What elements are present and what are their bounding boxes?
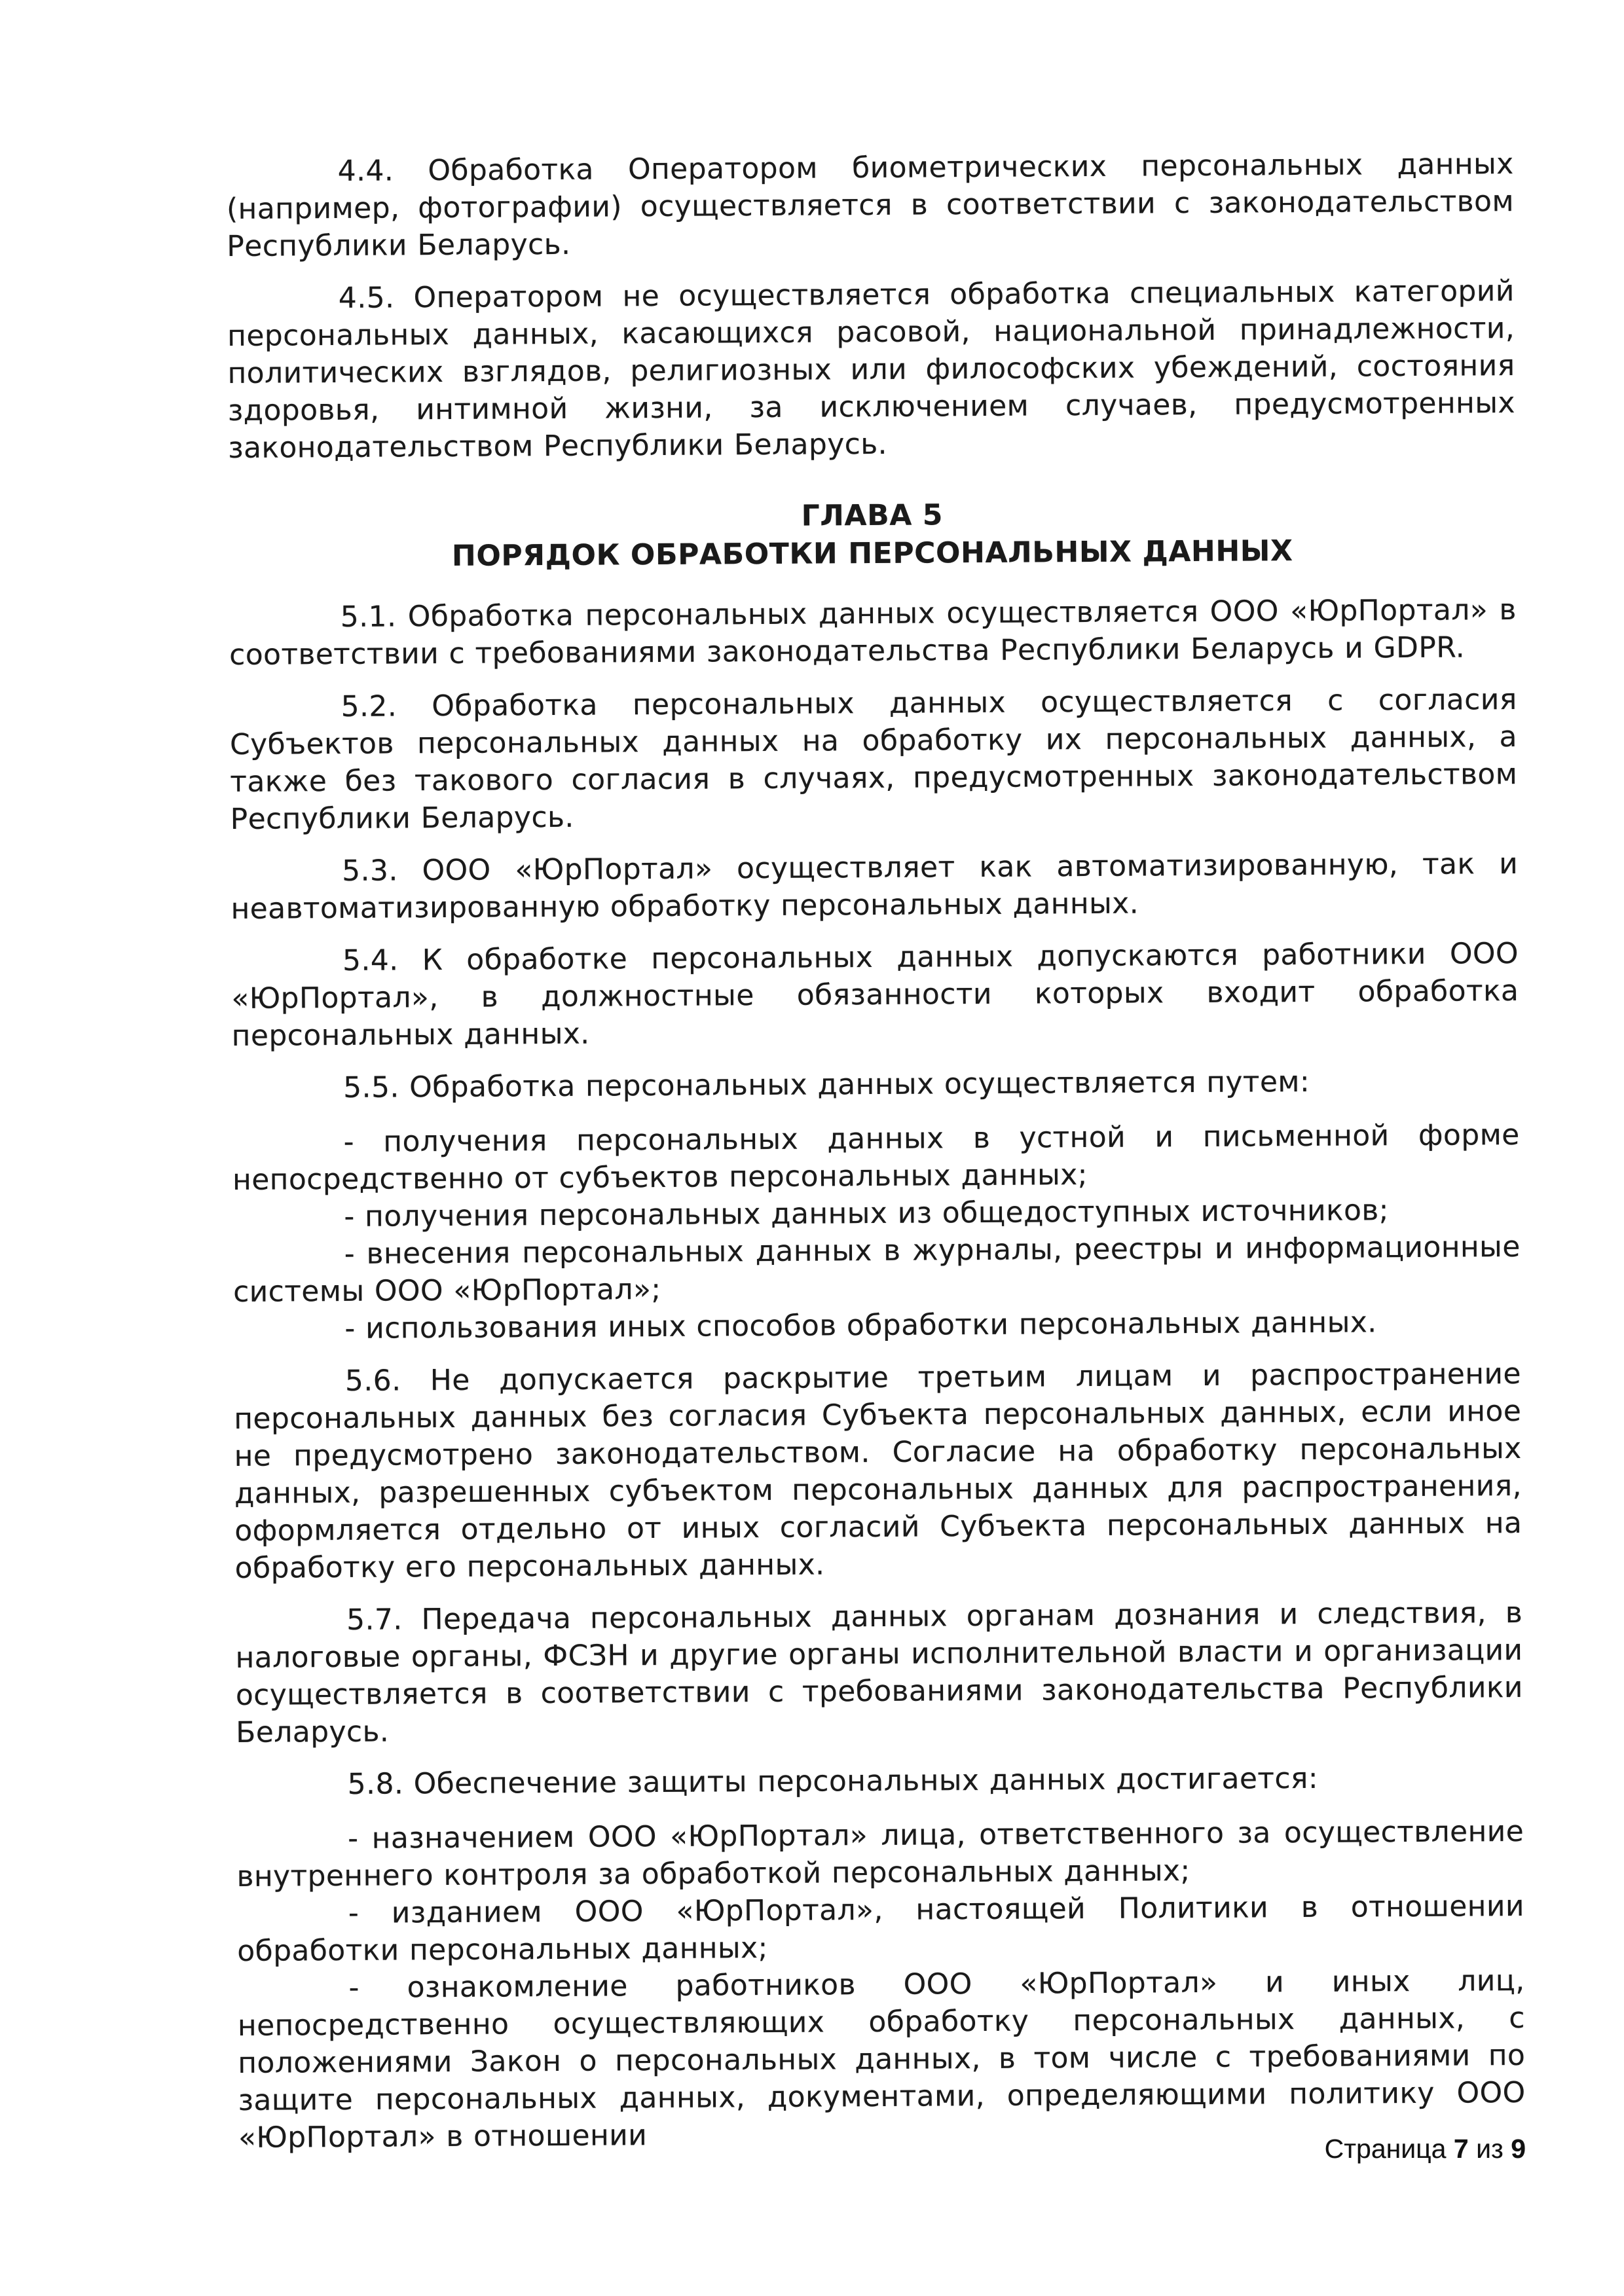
document-body [226,145,1526,2157]
para-5-5: 5.5. Обработка персональных данных осуществляется путем: [343,1065,1310,1104]
heading-line: ПОРЯДОК ОБРАБОТКИ ПЕРСОНАЛЬНЫХ ДАННЫХ [451,534,1293,573]
para-5-6: 5.6. Не допускается раскрытие третьим лицам и распространение персональных данных без согласия Субъекта персональных данных, если иное не предусмотрено законодательством. Согласие на обработку персональных данных, разрешенных субъектом персональных данных для распространения, оформляется отдельно от иных согласий Субъекта персональных данных на обработку его персональных данных. [234,1357,1522,1585]
footer-of-word: из [1476,2134,1504,2164]
list-item-5-8-1: - назначением ООО «ЮрПортал» лица, ответственного за осуществление внутреннего контроля за обработкой персональных данных; [236,1814,1524,1893]
para-4-4: 4.4. Обработка Оператором биометрических персональных данных (например, фотографии) осуществляется в соответствии с законодательством Республики Беларусь. [226,147,1515,264]
list-item-5-5-3: - внесения персональных данных в журналы, реестры и информационные системы ООО «ЮрПортал»; [232,1230,1521,1309]
para-5-4: 5.4. К обработке персональных данных допускаются работники ООО «ЮрПортал», в должностные обязанности которых входит обработка персональных данных. [231,936,1519,1053]
footer-page-total: 9 [1511,2134,1526,2164]
list-item-5-8-2: - изданием ООО «ЮрПортал», настоящей Политики в отношении обработки персональных данных; [237,1889,1525,1968]
list-item-5-8-3: - ознакомление работников ООО «ЮрПортал» и иных лиц, непосредственно осуществляющих обработку персональных данных, с положениями Закон о персональных данных, в том числе с требованиями по защите персональных данных, документами, определяющими политику ООО «ЮрПортал» в отношении [237,1963,1526,2155]
page-footer [1325,2133,1526,2164]
para-4-5: 4.5. Оператором не осуществляется обработка специальных категорий персональных данных, касающихся расовой, национальной принадлежности, политических взглядов, религиозных или философских убеждений, состояния здоровья, интимной жизни, за исключением случаев, предусмотренных законодательством Республики Беларусь. [227,274,1515,465]
list-item-5-5-2: - получения персональных данных из общедоступных источников; [344,1194,1390,1233]
list-item-5-5-1: - получения персональных данных в устной и письменной форме непосредственно от субъектов персональных данных; [232,1118,1520,1197]
para-5-3: 5.3. ООО «ЮрПортал» осуществляет как автоматизированную, так и неавтоматизированную обработку персональных данных. [231,847,1519,926]
footer-page-word: Страница [1324,2134,1447,2164]
para-5-2: 5.2. Обработка персональных данных осуществляется с согласия Субъектов персональных данных на обработку их персональных данных, а также без такового согласия в случаях, предусмотренных законодательством Республики Беларусь. [229,682,1518,837]
heading-line: ГЛАВА 5 [801,498,944,533]
para-5-7: 5.7. Передача персональных данных органам дознания и следствия, в налоговые органы, ФСЗН и другие органы исполнительной власти и организации осуществляется в соответствии с требованиями законодательства Республики Беларусь. [235,1595,1523,1749]
para-5-8: 5.8. Обеспечение защиты персональных данных достигается: [347,1761,1319,1801]
chapter-5-heading [229,493,1517,577]
para-5-1: 5.1. Обработка персональных данных осуществляется ООО «ЮрПортал» в соответствии с требованиями законодательства Республики Беларусь и GDPR. [229,593,1517,672]
list-item-5-5-4: - использования иных способов обработки персональных данных. [344,1305,1377,1345]
footer-page-number: 7 [1453,2134,1469,2164]
